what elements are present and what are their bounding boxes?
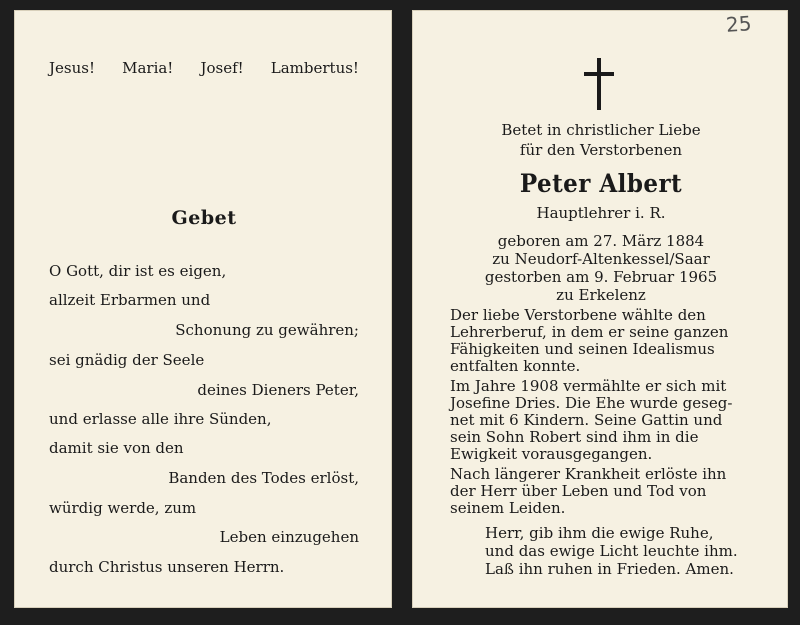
- invocation-word: Maria!: [122, 59, 174, 77]
- cross-icon: [584, 58, 614, 110]
- memorial-card-right: [412, 10, 788, 608]
- paragraph-line: net mit 6 Kindern. Seine Gattin und: [450, 411, 723, 429]
- intro-line: für den Verstorbenen: [519, 141, 683, 159]
- paragraph-line: Fähigkeiten und seinen Idealismus: [450, 340, 715, 358]
- prayer-line: Schonung zu gewähren;: [175, 321, 359, 339]
- life-line: zu Neudorf-Altenkessel/Saar: [492, 250, 710, 268]
- life-line: gestorben am 9. Februar 1965: [484, 268, 718, 286]
- life-line: geboren am 27. März 1884: [497, 232, 705, 250]
- intro-line: Betet in christlicher Liebe: [501, 121, 701, 139]
- closing-line: und das ewige Licht leuchte ihm.: [485, 542, 738, 560]
- paragraph-line: Lehrerberuf, in dem er seine ganzen: [450, 323, 729, 341]
- paragraph-text: Der liebe Verstorbene wählte den: [450, 306, 706, 324]
- deceased-name: Peter Albert: [519, 169, 683, 198]
- prayer-card-left: [14, 10, 392, 608]
- paragraph-line: [450, 306, 768, 324]
- invocation-word: Lambertus!: [270, 59, 359, 77]
- invocation-word: Josef!: [200, 59, 244, 77]
- prayer-line: und erlasse alle ihre Sünden,: [49, 410, 272, 428]
- paragraph-line: sein Sohn Robert sind ihm in die: [450, 428, 699, 446]
- prayer-title: Gebet: [171, 207, 237, 229]
- life-line: zu Erkelenz: [556, 286, 646, 304]
- closing-line: Herr, gib ihm die ewige Ruhe,: [485, 524, 714, 542]
- prayer-line: durch Christus unseren Herrn.: [49, 558, 285, 576]
- invocation-line: [49, 59, 359, 77]
- occupation: Hauptlehrer i. R.: [536, 204, 666, 222]
- paragraph-line: der Herr über Leben und Tod von: [450, 482, 707, 500]
- paragraph-line: Ewigkeit vorausgegangen.: [450, 445, 653, 463]
- prayer-line: damit sie von den: [49, 439, 184, 457]
- paragraph-line: seinem Leiden.: [450, 499, 566, 517]
- paragraph-line: Nach längerer Krankheit erlöste ihn: [450, 465, 727, 483]
- prayer-line: würdig werde, zum: [49, 499, 197, 517]
- prayer-line: Leben einzugehen: [219, 528, 359, 546]
- prayer-line: O Gott, dir ist es eigen,: [49, 262, 227, 280]
- invocation-word: Jesus!: [49, 59, 95, 77]
- paragraph-line: Im Jahre 1908 vermählte er sich mit: [450, 377, 727, 395]
- prayer-line: deines Dieners Peter,: [197, 381, 359, 399]
- prayer-line: sei gnädig der Seele: [49, 351, 205, 369]
- closing-line: Laß ihn ruhen in Frieden. Amen.: [485, 560, 734, 578]
- prayer-line: Banden des Todes erlöst,: [168, 469, 359, 487]
- prayer-line: allzeit Erbarmen und: [49, 291, 211, 309]
- page-number: 25: [725, 11, 753, 37]
- paragraph-line: Josefine Dries. Die Ehe wurde geseg-: [450, 394, 733, 412]
- paragraph-line: entfalten konnte.: [450, 357, 581, 375]
